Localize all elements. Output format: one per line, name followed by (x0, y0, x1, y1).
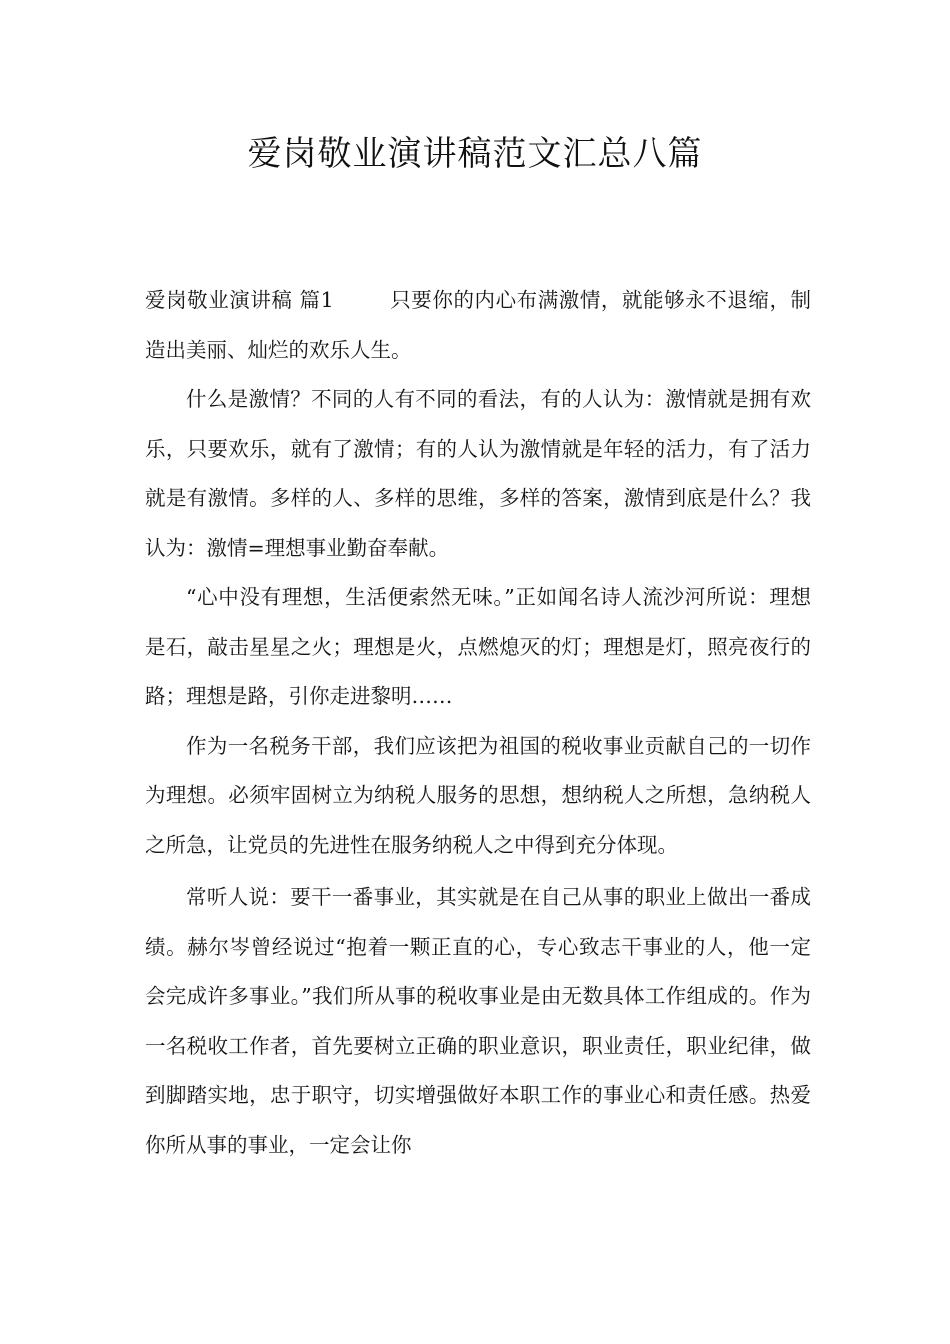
document-body (145, 276, 811, 1170)
paragraph-2: 什么是激情？不同的人有不同的看法，有的人认为：激情就是拥有欢乐，只要欢乐，就有了激情；有的人认为激情就是年轻的活力，有了活力就是有激情。多样的人、多样的思维，多样的答案，激情到底是什么？我认为：激情=理想事业勤奋奉献。 (145, 387, 811, 560)
paragraph-1 (145, 276, 811, 375)
section-heading: 爱岗敬业演讲稿 篇1 (145, 288, 334, 312)
paragraph-5: 常听人说：要干一番事业，其实就是在自己从事的职业上做出一番成绩。赫尔岑曾经说过“抱着一颗正直的心，专心致志干事业的人，他一定会完成许多事业。”我们所从事的税收事业是由无数具体工作组成的。作为一名税收工作者，首先要树立正确的职业意识，职业责任，职业纪律，做到脚踏实地，忠于职守，切实增强做好本职工作的事业心和责任感。热爱你所从事的事业，一定会让你 (145, 885, 811, 1157)
document-title: 爱岗敬业演讲稿范文汇总八篇 (247, 134, 703, 174)
paragraph-4: 作为一名税务干部，我们应该把为祖国的税收事业贡献自己的一切作为理想。必须牢固树立为纳税人服务的思想，想纳税人之所想，急纳税人之所急，让党员的先进性在服务纳税人之中得到充分体现。 (145, 733, 811, 857)
paragraph-3: “心中没有理想，生活便索然无味。”正如闻名诗人流沙河所说：理想是石，敲击星星之火；理想是火，点燃熄灭的灯；理想是灯，照亮夜行的路；理想是路，引你走进黎明…… (145, 585, 811, 708)
paragraph-1-text: 只要你的内心布满激情，就能够永不退缩，制造出美丽、灿烂的欢乐人生。 (145, 288, 812, 362)
